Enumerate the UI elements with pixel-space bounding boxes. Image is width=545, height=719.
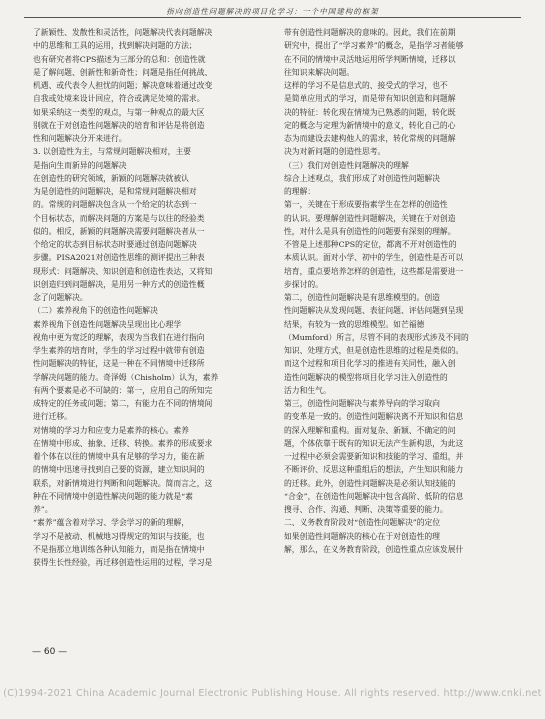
text-line: 性问题解决的特征，这是一种在不同情境中迁移所 xyxy=(33,359,205,369)
right-column xyxy=(284,26,516,556)
text-line: 往知识来解决问题。 xyxy=(284,67,355,77)
text-line: 步骤。PISA2021对创造性思维的测评提出三种表 xyxy=(33,253,205,263)
text-line: 种在不同情境中创造性解决问题的能力就是“素 xyxy=(33,491,193,501)
text-line: （Mumford）所言，尽管不同的表现形式涉及不同的 xyxy=(284,332,469,342)
text-line: 是简单应用式的学习，而是带有知识创造和问题解 xyxy=(284,94,456,104)
text-line: 有两个要素是必不可缺的：第一，应用自己的所知完 xyxy=(33,385,213,395)
text-line: 的变革是一致的。创造性问题解决离不开知识和信息 xyxy=(284,412,464,422)
text-line: 题，个体依靠于既有的知识无法产生新构思，为此这 xyxy=(284,438,464,448)
text-line: 这样的学习不是信息式的、接受式的学习，也不 xyxy=(284,81,448,90)
text-line: 中的思维和工具的运用，找到解决问题的方法； xyxy=(33,41,197,51)
text-line: 视角中更为宽泛的理解，表现为当我们在进行指向 xyxy=(33,332,205,342)
text-line: 定的概念与定理为新情境中的意义，转化自己的心 xyxy=(284,120,456,130)
text-line: 不管是上述那种CPS的定位，都离不开对创造性的 xyxy=(284,240,457,249)
text-line: 现形式：问题解决、知识创造和创造性表达，又将知 xyxy=(33,266,213,276)
text-line: 的理解： xyxy=(284,187,316,196)
text-line: 结果，有较为一致的思维模型。如芒福德 xyxy=(284,319,425,329)
text-line: 在情境中形成、抽象、迁移、转换。素养的形成要求 xyxy=(33,438,213,448)
text-line: 学解决问题的能力。奇泽姆（Chisholm）认为，素养 xyxy=(33,372,219,382)
left-column xyxy=(33,26,265,569)
text-line: 3. 以创造性为主，与常规问题解决相对，主要 xyxy=(33,147,192,157)
text-line: 着个体在以往的情境中具有足够的学习力，能在新 xyxy=(33,452,205,461)
text-line: 而这个过程和项目化学习的推进有关同性，融入创 xyxy=(284,359,456,369)
text-line: 决的特征：转化现在情境为已熟悉的问题，转化既 xyxy=(284,107,456,117)
text-line: 获得生长性经验，再迁移创造性运用的过程，学习是 xyxy=(33,558,213,567)
text-line: 解，那么，在义务教育阶段，创造性重点应该发展什 xyxy=(284,544,464,554)
text-line: 联系，对新情境进行判断和问题解决。简而言之，这 xyxy=(33,478,213,488)
text-line: 养”。 xyxy=(33,505,53,514)
text-line: 识创造归到问题解决，是用另一种方式的创造性概 xyxy=(33,279,205,289)
text-line: 带有创造性问题解决的意味的。因此，我们在前期 xyxy=(284,28,456,37)
text-line: 在不同的情境中灵活地运用所学判断情境，迁移以 xyxy=(284,54,456,64)
text-line: 二、义务教育阶段对“创造性问题解决”的定位 xyxy=(284,518,441,528)
text-line: 造性问题解决的模型将项目化学习注入创造性的 xyxy=(284,372,448,382)
text-line: 搜寻、合作、沟通、判断、决策等重要的能力。 xyxy=(284,505,448,514)
text-line: 性问题解决从发现问题、表征问题、评估问题到呈现 xyxy=(284,306,464,316)
running-header: 指向创造性问题解决的项目化学习：一个中国建构的框架 xyxy=(166,7,379,16)
copyright-footer: (C)1994-2021 China Academic Journal Electronic Publishing House. All rights reserved. http://www.cnki.net xyxy=(3,688,542,699)
text-line: 对情境的学习力和应变力是素养的核心。素养 xyxy=(33,425,189,435)
text-line: 本质认识。面对小学、初中的学生，创造性是否可以 xyxy=(284,253,464,263)
text-line: 的情境中迅速寻找到自己要的资源，建立知识间的 xyxy=(33,465,205,475)
text-line: 念了问题解决。 xyxy=(33,293,88,302)
text-line: 步探讨的。 xyxy=(284,279,323,289)
text-line: 了新颖性、发散性和灵活性，问题解决代表问题解决 xyxy=(33,28,213,37)
text-line: 如果创造性问题解决的核心在于对创造性的理 xyxy=(284,531,440,541)
text-line: 第二，创造性问题解决是有思维模型的。创造 xyxy=(284,293,440,302)
text-line: 个给定的状态到目标状态时要通过创造问题解决 xyxy=(33,240,197,249)
text-line: 自我或处境来设计回应，符合或满足处境的需求。 xyxy=(33,94,205,104)
text-line: 第三，创造性问题解决与素养导向的学习取向 xyxy=(284,399,440,408)
text-line: 学生素养的培育时，学生的学习过程中就带有创造 xyxy=(33,346,205,355)
text-line: 的。常规的问题解决包含从一个给定的状态到一 xyxy=(33,200,197,210)
text-line: 一过程中必须会需要新知识和技能的学习、重组，并 xyxy=(284,452,464,461)
text-line: 别就在于对创造性问题解决的培育和评估是将创造 xyxy=(33,120,205,130)
text-line: 的迁移。此外，创造性问题解决是必须认知技能的 xyxy=(284,478,456,488)
text-line: 性，对什么是具有创造性的问题要有深刻的理解。 xyxy=(284,226,456,236)
text-line: 综合上述观点，我们形成了对创造性问题解决 xyxy=(284,173,440,183)
text-line: （二）素养视角下的创造性问题解决 xyxy=(33,306,158,316)
text-line: 决为对新问题的创造性思考。 xyxy=(284,147,386,157)
text-line: 个目标状态，而解决问题的方案是与以往的经验类 xyxy=(33,213,205,223)
text-line: 如果采纳这一类型的观点，与第一种观点的最大区 xyxy=(33,107,205,117)
text-line: （三）我们对创造性问题解决的理解 xyxy=(284,160,409,170)
text-line: 的认识。要理解创造性问题解决，关键在于对创造 xyxy=(284,213,456,223)
header-rule xyxy=(24,17,521,18)
text-line: 也有研究者将CPS描述为三部分的总和：创造性就 xyxy=(33,54,206,64)
text-line: 培育，重点要培养怎样的创造性，这些都是需要进一 xyxy=(284,266,464,276)
text-line: 机遇、或代表令人担忧的问题；解决意味着通过改变 xyxy=(33,81,213,90)
text-line: 态为而建设去建构他人的需求，转化常规的问题解 xyxy=(284,134,456,143)
text-line: 的深入理解和重构。面对复杂、新颖、不确定的问 xyxy=(284,425,456,435)
text-line: “合金”，在创造性问题解决中包含高阶、低阶的信息 xyxy=(284,491,464,501)
text-line: 研究中，提出了“学习素养”的概念，是指学习者能够 xyxy=(284,41,464,51)
text-line: 不断评价、反思这种重组后的想法，产生知识和能力 xyxy=(284,465,464,475)
text-line: 是指向生而新异的问题解决 xyxy=(33,160,127,170)
text-line: 进行迁移。 xyxy=(33,412,72,422)
text-line: 素养视角下创造性问题解决呈现出比心理学 xyxy=(33,319,182,329)
text-line: 成特定的任务或问题；第二，有能力在不同的情境间 xyxy=(33,399,213,408)
text-line: 在创造性的研究领域，新颖的问题解决就被认 xyxy=(33,173,189,183)
page-number: — 60 — xyxy=(32,647,68,657)
text-line: 不是指那立地训练各种认知能力，而是指在情境中 xyxy=(33,544,205,554)
text-line: 为是创造性的问题解决，是和常规问题解决相对 xyxy=(33,187,197,196)
text-line: 学习不是被动、机械地习得规定的知识与技能，也 xyxy=(33,531,205,541)
text-line: 似的。相反，新颖的问题解决需要问题解决者从一 xyxy=(33,226,205,236)
text-line: 第一，关键在于形成要指素学生在怎样的创造性 xyxy=(284,200,448,210)
text-line: 性和问题解决分开来进行。 xyxy=(33,134,127,143)
text-line: 活力和生气。 xyxy=(284,385,331,395)
text-line: 知识、处理方式，但是创造性思维的过程是类似的。 xyxy=(284,346,464,355)
text-line: “素养”蕴含着对学习、学会学习的新的理解， xyxy=(33,518,190,528)
text-line: 是了解问题、创新性和新奇性；问题是指任何挑战、 xyxy=(33,67,213,77)
